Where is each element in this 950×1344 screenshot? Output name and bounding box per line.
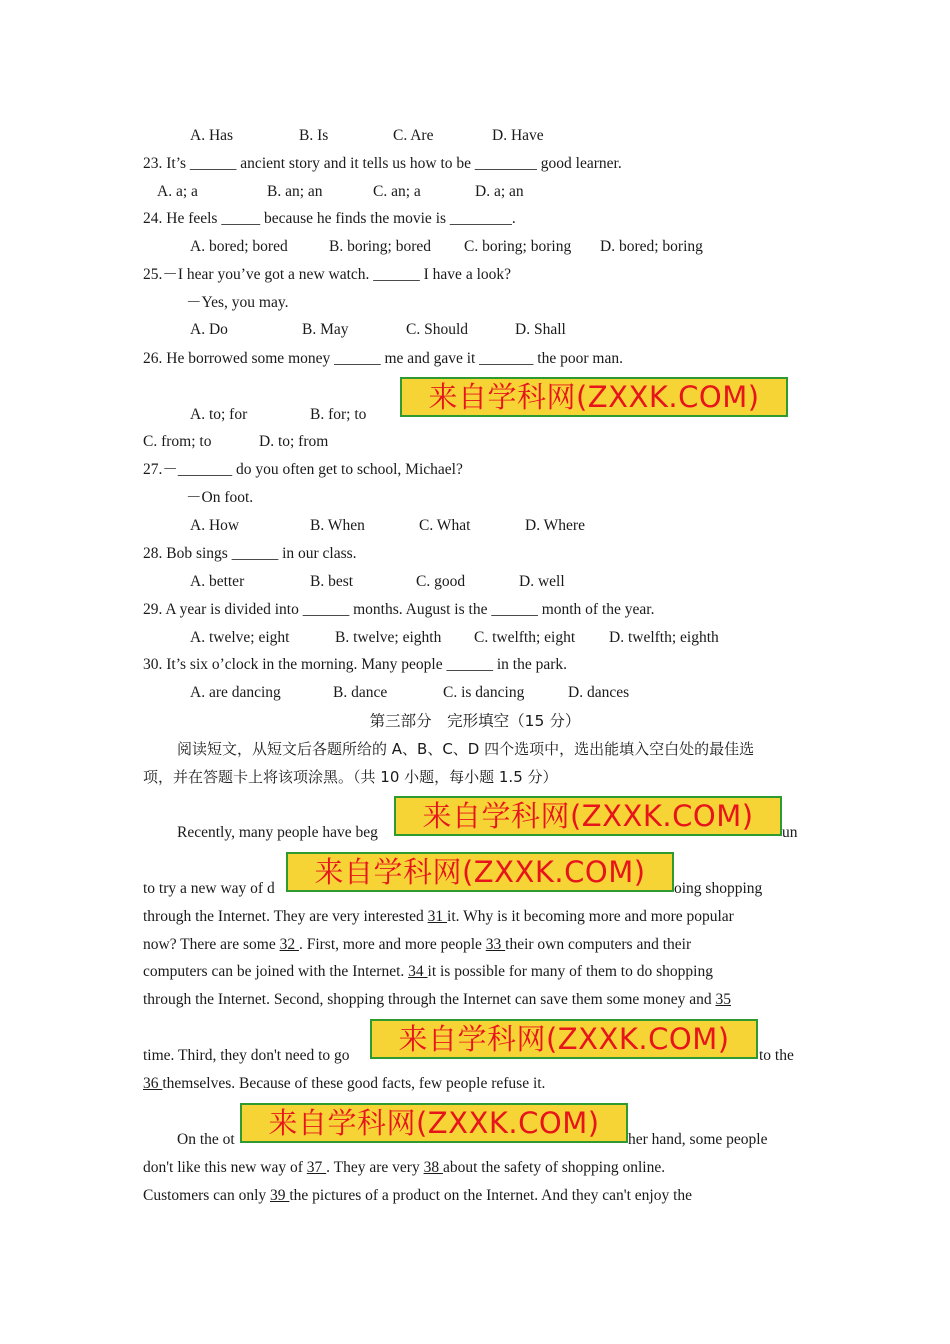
q27-option-d: D. Where bbox=[525, 517, 585, 534]
blank-38: 38 bbox=[423, 1159, 443, 1176]
passage-text: about the safety of shopping online. bbox=[442, 1159, 666, 1176]
passage-line-4 bbox=[143, 935, 691, 955]
passage-line-2b: oing shopping bbox=[674, 880, 763, 897]
passage-text: it is possible for many of them to do shopping bbox=[427, 963, 713, 980]
q30-option-a: A. are dancing bbox=[190, 684, 281, 701]
q29-option-a: A. twelve; eight bbox=[190, 629, 290, 646]
section-instructions-line1: 阅读短文，从短文后各题所给的 A、B、C、D 四个选项中，选出能填入空白处的最佳选 bbox=[177, 740, 755, 758]
q26-stem: 26. He borrowed some money ______ me and gave it _______ the poor man. bbox=[143, 350, 623, 367]
q25-stem: 25.－I hear you’ve got a new watch. ______ I have a look? bbox=[143, 266, 512, 283]
q25-option-d: D. Shall bbox=[515, 321, 566, 338]
q27-option-a: A. How bbox=[190, 517, 240, 534]
passage-line-7a: time. Third, they don't need to go bbox=[143, 1047, 350, 1064]
section-instructions-line2: 项，并在答题卡上将该项涂黑。（共 10 小题，每小题 1.5 分） bbox=[143, 768, 558, 786]
passage-text: Customers can only bbox=[143, 1187, 270, 1204]
passage-text: don't like this new way of bbox=[143, 1159, 307, 1176]
passage-text: now? There are some bbox=[143, 936, 280, 953]
passage-line-1a: Recently, many people have beg bbox=[177, 824, 378, 841]
q22-option-c: C. Are bbox=[393, 127, 434, 144]
q22-option-a: A. Has bbox=[190, 127, 234, 144]
q25-option-c: C. Should bbox=[406, 321, 469, 338]
passage-text: through the Internet. They are very interested bbox=[143, 908, 428, 925]
blank-31: 31 bbox=[427, 908, 448, 925]
q24-stem: 24. He feels _____ because he finds the movie is ________. bbox=[143, 210, 516, 227]
passage-line-5 bbox=[143, 962, 713, 982]
blank-34: 34 bbox=[408, 963, 428, 980]
q29-option-b: B. twelve; eighth bbox=[335, 629, 442, 646]
q29-option-d: D. twelfth; eighth bbox=[609, 629, 719, 646]
q22-option-d: D. Have bbox=[492, 127, 544, 144]
watermark-banner: 来自学科网(ZXXK.COM) bbox=[370, 1019, 758, 1059]
q28-option-d: D. well bbox=[519, 573, 565, 590]
q22-option-b: B. Is bbox=[299, 127, 329, 144]
passage-line-9a: On the ot bbox=[177, 1131, 235, 1148]
q25-option-b: B. May bbox=[302, 321, 349, 338]
passage-line-9b: her hand, some people bbox=[628, 1131, 768, 1148]
q25-reply: －Yes, you may. bbox=[186, 294, 289, 311]
q23-option-a: A. a; a bbox=[157, 183, 198, 200]
passage-line-11 bbox=[143, 1186, 692, 1206]
blank-32: 32 bbox=[279, 936, 299, 953]
passage-line-2a: to try a new way of d bbox=[143, 880, 275, 897]
q23-option-c: C. an; a bbox=[373, 183, 421, 200]
blank-37: 37 bbox=[306, 1159, 327, 1176]
passage-line-8 bbox=[143, 1074, 545, 1094]
passage-text: through the Internet. Second, shopping through the Internet can save them some money and bbox=[143, 991, 716, 1008]
blank-36: 36 bbox=[143, 1075, 163, 1092]
passage-line-10 bbox=[143, 1158, 665, 1178]
passage-text: the pictures of a product on the Internet. And they can't enjoy the bbox=[289, 1187, 693, 1204]
q28-option-a: A. better bbox=[190, 573, 245, 590]
q27-option-b: B. When bbox=[310, 517, 365, 534]
q28-stem: 28. Bob sings ______ in our class. bbox=[143, 545, 357, 562]
q24-option-b: B. boring; bored bbox=[329, 238, 432, 255]
q23-option-b: B. an; an bbox=[267, 183, 323, 200]
passage-text: themselves. Because of these good facts, few people refuse it. bbox=[162, 1075, 546, 1092]
q29-stem: 29. A year is divided into ______ months. August is the ______ month of the year. bbox=[143, 601, 655, 618]
q24-option-a: A. bored; bored bbox=[190, 238, 288, 255]
watermark-banner: 来自学科网(ZXXK.COM) bbox=[400, 377, 788, 417]
section-title: 第三部分 完形填空（15 分） bbox=[369, 712, 581, 730]
q26-option-c: C. from; to bbox=[143, 433, 212, 450]
q29-option-c: C. twelfth; eight bbox=[474, 629, 576, 646]
blank-33: 33 bbox=[485, 936, 506, 953]
q24-option-c: C. boring; boring bbox=[464, 238, 572, 255]
q26-option-b: B. for; to bbox=[310, 406, 367, 423]
q23-option-d: D. a; an bbox=[475, 183, 524, 200]
blank-39: 39 bbox=[270, 1187, 290, 1204]
q27-option-c: C. What bbox=[419, 517, 471, 534]
passage-text: computers can be joined with the Internet. bbox=[143, 963, 409, 980]
watermark-banner: 来自学科网(ZXXK.COM) bbox=[286, 852, 674, 892]
q23-stem: 23. It’s ______ ancient story and it tells us how to be ________ good learner. bbox=[143, 155, 622, 172]
passage-line-6 bbox=[143, 990, 731, 1010]
passage-line-7b: to the bbox=[759, 1047, 794, 1064]
q30-option-b: B. dance bbox=[333, 684, 388, 701]
watermark-banner: 来自学科网(ZXXK.COM) bbox=[394, 796, 782, 836]
passage-text: their own computers and their bbox=[505, 936, 692, 953]
q30-stem: 30. It’s six o’clock in the morning. Many people ______ in the park. bbox=[143, 656, 568, 673]
q28-option-c: C. good bbox=[416, 573, 466, 590]
q25-option-a: A. Do bbox=[190, 321, 228, 338]
blank-35: 35 bbox=[715, 991, 731, 1008]
q28-option-b: B. best bbox=[310, 573, 354, 590]
passage-text: it. Why is it becoming more and more popular bbox=[447, 908, 734, 925]
passage-text: . First, more and more people bbox=[298, 936, 486, 953]
passage-line-1b: un bbox=[782, 824, 798, 841]
q24-option-d: D. bored; boring bbox=[600, 238, 703, 255]
passage-line-3 bbox=[143, 907, 734, 927]
q26-option-a: A. to; for bbox=[190, 406, 248, 423]
q27-stem: 27.－_______ do you often get to school, Michael? bbox=[143, 461, 463, 478]
q30-option-c: C. is dancing bbox=[443, 684, 525, 701]
q27-reply: －On foot. bbox=[186, 489, 254, 506]
q26-option-d: D. to; from bbox=[259, 433, 329, 450]
q30-option-d: D. dances bbox=[568, 684, 630, 701]
passage-text: . They are very bbox=[326, 1159, 424, 1176]
watermark-banner: 来自学科网(ZXXK.COM) bbox=[240, 1103, 628, 1143]
